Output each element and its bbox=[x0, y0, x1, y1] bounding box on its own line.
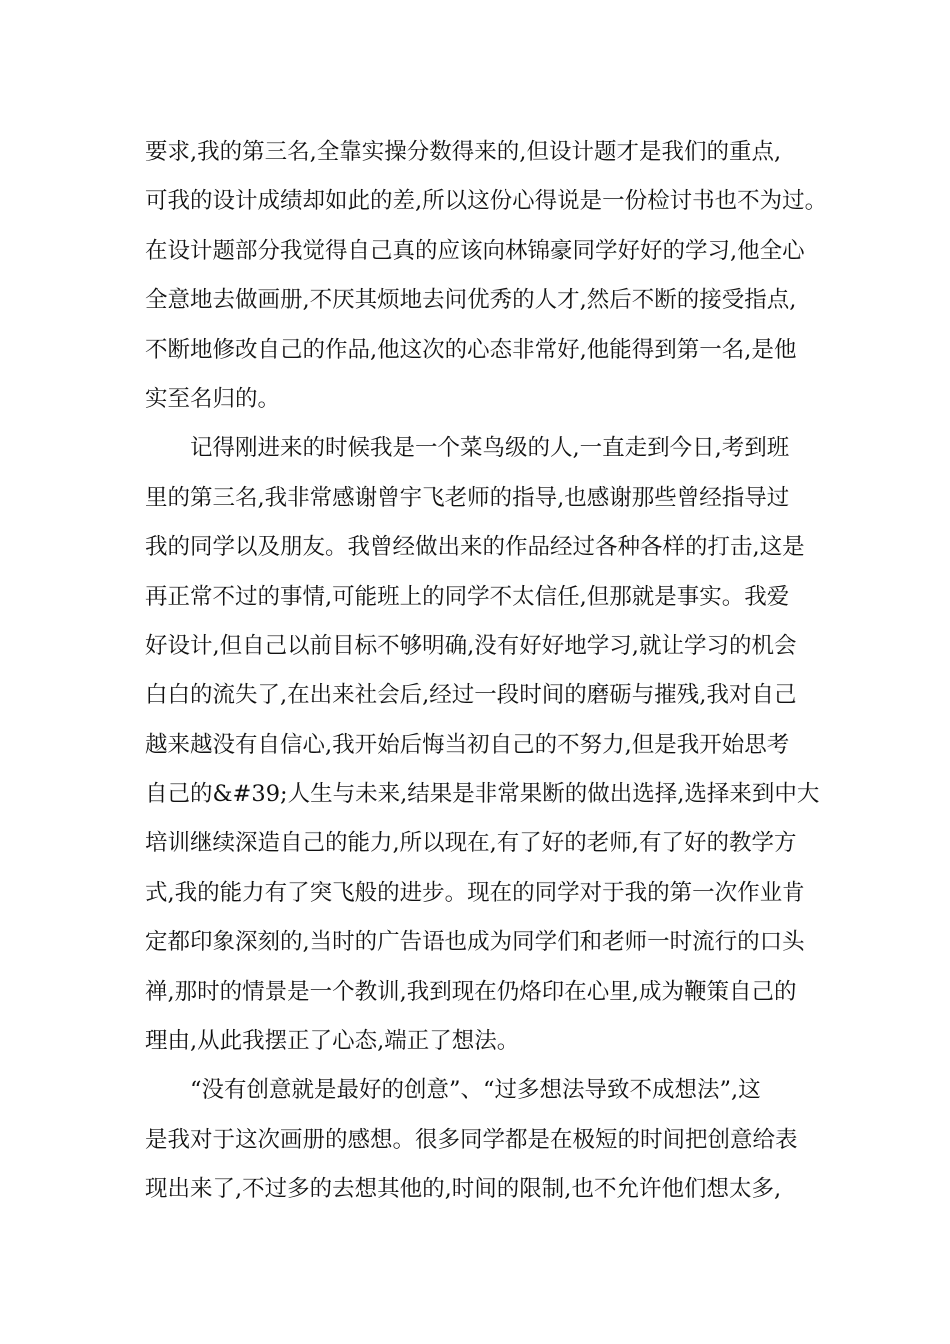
text-line: 自己的&#39;人生与未来,结果是非常果断的做出选择,选择来到中大 bbox=[145, 781, 820, 808]
text-line: 全意地去做画册,不厌其烦地去问优秀的人才,然后不断的接受指点, bbox=[145, 287, 797, 314]
body-text bbox=[145, 128, 828, 1215]
text-line: 理由,从此我摆正了心态,端正了想法。 bbox=[145, 1028, 520, 1055]
text-line: 越来越没有自信心,我开始后悔当初自己的不努力,但是我开始思考 bbox=[145, 731, 790, 758]
paragraph-first-line: 记得刚进来的时候我是一个菜鸟级的人,一直走到今日,考到班 bbox=[190, 435, 790, 462]
text-line: 培训继续深造自己的能力,所以现在,有了好的老师,有了好的教学方 bbox=[145, 830, 797, 857]
text-line: 现出来了,不过多的去想其他的,时间的限制,也不允许他们想太多, bbox=[145, 1176, 782, 1203]
paragraph-first-line: “没有创意就是最好的创意”、“过多想法导致不成想法”,这 bbox=[190, 1077, 761, 1104]
text-line: 禅,那时的情景是一个教训,我到现在仍烙印在心里,成为鞭策自己的 bbox=[145, 978, 797, 1005]
text-line: 白白的流失了,在出来社会后,经过一段时间的磨砺与摧残,我对自己 bbox=[145, 682, 797, 709]
text-line: 式,我的能力有了突飞般的进步。现在的同学对于我的第一次作业肯 bbox=[145, 879, 805, 906]
text-line: 好设计,但自己以前目标不够明确,没有好好地学习,就让学习的机会 bbox=[145, 632, 797, 659]
text-line: 里的第三名,我非常感谢曾宇飞老师的指导,也感谢那些曾经指导过 bbox=[145, 484, 790, 511]
text-line: 再正常不过的事情,可能班上的同学不太信任,但那就是事实。我爱 bbox=[145, 583, 790, 610]
text-line: 在设计题部分我觉得自己真的应该向林锦豪同学好好的学习,他全心 bbox=[145, 237, 805, 264]
text-line: 定都印象深刻的,当时的广告语也成为同学们和老师一时流行的口头 bbox=[145, 929, 805, 956]
text-line: 我的同学以及朋友。我曾经做出来的作品经过各种各样的打击,这是 bbox=[145, 534, 805, 561]
text-line: 实至名归的。 bbox=[145, 385, 281, 412]
text-line: 不断地修改自己的作品,他这次的心态非常好,他能得到第一名,是他 bbox=[145, 336, 797, 363]
text-line: 是我对于这次画册的感想。很多同学都是在极短的时间把创意给表 bbox=[145, 1126, 798, 1153]
text-line: 要求,我的第三名,全靠实操分数得来的,但设计题才是我们的重点, bbox=[145, 139, 782, 165]
text-line: 可我的设计成绩却如此的差,所以这份心得说是一份检讨书也不为过。 bbox=[145, 188, 828, 215]
